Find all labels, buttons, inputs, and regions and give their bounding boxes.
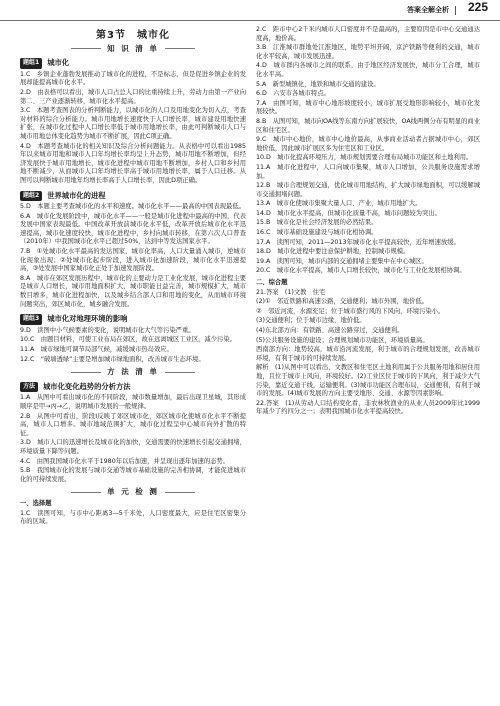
answer-paragraph: (5)公共服务设施的建设；合理规划城市功能区，环境质量高。 [256,336,429,344]
answer-paragraph: (2)① 邻近铁路和高速公路，交通便利；城市外围，地价低。 [256,298,428,306]
method-title: 城市化变化趋势的分析方法 [43,381,131,391]
answer-paragraph: 2.B 从图中可看出，阶段Ⅰ反映了郊区城市化，郊区城市化使城市化水平不断提高，城市人口增多。城市地域范围扩大，城市化过程呈中心城市向外扩散的特征。 [20,412,246,437]
topic2-heading [20,191,246,202]
answer-paragraph: 西南部方向：地势较高，城市沿河流发展，利于城市的合理规划发展，改善城市环境，有利于城市的可持续发展。 [256,346,480,362]
answer-paragraph: 19.A 读图可知，城市内部的交通拥堵主要集中在中心城区。 [256,257,428,265]
answer-paragraph: 15.B 城市化是社会经济发展的必然结果。 [256,219,378,227]
answer-paragraph: 11.A 城市绿地可调节局部气候，减缓城市热岛效应。 [20,346,173,353]
topic1-title: 城市化 [47,58,70,68]
choice-heading: 一、选择题 [20,499,52,507]
topic1-tag: 题组1 [20,58,42,69]
answer-paragraph: 16.C 城市基础设施建设与城市化相协调。 [256,229,378,237]
answer-paragraph: 8.A 城市在郊区发展历程中，城市化的主要动力是工业化发展，城市化进程主要是城市人口增长，城市用地面积扩大，城市职能日益完善，城市规模扩大，城市数目增多，城市化进程加快，以及城乡结合部人口和用地的变化，从而城市环境问题突出，郊区城市化，城乡融合发展。 [20,274,246,308]
answer-paragraph: 3.C 本题考查图表的分析判断能力，以城市化的人口及用地变化为切入点，考查对材料的综合分析能力。城市用地增长速度快于人口增长率，城市建设用地快速扩张，在城市化过程中人口增长率低于城市用地增长率，由此可判断城市人口与城市用地总体变化趋势为城市不断扩展，因此C项正确。 [20,107,246,140]
answer-paragraph: 22.答案 (1)从劳动人口结构变化看，非农林牧渔业的从业人员2009年比1999年减少了约四分之一；表明我国城市化水平提高较快。 [256,399,480,416]
answer-paragraph: 7.B ①处城市化水平最高的发达国家，城市化率高，人口大量涌入城市，逆城市化现象出现；②处城市化起步阶段，进入城市化加速阶段，城市化水平迅速提高，③处发展中国家城市化正处于加速发展阶段。 [20,248,246,273]
answer-paragraph: 4.D 城市群内各城市之间的联系，由于地区经济发展快，城市分工合理，城市化水平高。 [256,62,480,78]
topic2-title: 世界城市化的进程 [47,190,106,200]
answer-paragraph: 21.答案 (1)文教 住宅 [256,288,326,296]
answer-paragraph: 8.B 从图可知，城市向OA线等东南方向扩展较快，OA线两侧分布有明显的商业区和住宅区。 [256,117,480,134]
answer-paragraph: 13.A 城市化使城市集聚大量人口、产业，城市用地扩大。 [256,200,422,208]
answer-paragraph: 2.D 由表格可以看出，城市人口占总人口的比重持续上升，劳动力由第一产业向第二、三产业逐渐转移，城市化水平提高。 [20,88,246,105]
answer-paragraph: 10.D 城市化提高环境压力，城市规划需要合理布局城市功能区和土地利用。 [256,154,473,162]
answer-paragraph: ② 邻近河流，水源充足；位于城市盛行风的下风向，环境污染小。 [256,307,445,315]
topic2-tag: 题组2 [20,191,42,202]
answer-paragraph: 10.C 由题目材料，可使工业布局在郊区，故在远离城区工业区，减少污染。 [20,336,236,344]
answer-paragraph: 9.C 城市中心地价，城市中心地价最高，从事商业活动者占据城市中心，郊区地价低，因此城市扩展区多为住宅区和工业区。 [256,136,480,152]
method-heading: 方 法 清 单 [20,368,246,377]
answer-paragraph: 1.C 乡镇企业蓬勃发展推动了城市化的进程，不是标志，但是促进乡镇企业的发展却能提高城市化水平。 [20,70,246,87]
answer-paragraph: (4)东北部方向：有铁路、高速公路穿过，交通便利。 [256,327,404,334]
answer-paragraph: 6.D 六安市各城市特点。 [256,90,330,98]
comprehensive-heading: 二、综合题 [256,279,288,287]
topic3-heading [20,314,246,325]
answer-paragraph: 3.D 城市人口的迅速增长及城市化的加快，交通需要的快速增长引起交通拥堵，环境质量下降等问题。 [20,439,246,455]
right-column [256,26,480,700]
answer-paragraph: 1.C 读图可知，与市中心距离3—5千米处，人口密度最大，应是住宅区密集分布的区域。 [20,509,246,526]
page-number: 225 [467,0,488,14]
answer-paragraph: 12.C “破墙透绿”主要是增加城市绿地面积，改善城市生态环境。 [20,355,205,363]
topic1-heading [20,58,246,69]
method-topic-heading [20,382,246,393]
answer-paragraph: 11.A 城市化进程中，人口向城市集聚，城市人口增加，公共服务设施需求增加。 [256,163,480,180]
answer-paragraph: 5.B 我国城市化的发展与城市交通等城市基础设施的完善相协调，才能促进城市化的可持续发展。 [20,467,246,483]
answer-paragraph: (3)交通便利；位于城市边缘，地价低。 [256,317,366,325]
answer-paragraph: 3.B 江淮城市群地处江淮地区，地势平坦开阔，京沪铁路等便利的交通，城市化水平较高，城市发展迅速。 [256,44,480,60]
answer-paragraph: 12.B 城市合理规划交通，优化城市用地结构，扩大城市绿地面积，可以缓解城市交通拥堵问题。 [256,182,480,198]
answer-paragraph: 2.C 距市中心2千米内城市人口密度并不是最高的，主要原因是市中心交通通达度高，地价高。 [256,26,480,42]
section-title: 第3节 城市化 [96,30,170,41]
method-tag: 方法 [20,382,38,393]
left-column [20,26,246,700]
answer-paragraph: 6.A 城市化发展阶段中，城市化水平——一般是城市化进程中最高的中国，代表发展中国家表现最低。中国改革开放前城市化水平低，改革开放后城市化水平迅速提高，城市化速度较快，城市化进程中，乡村向城市转移，在第六次人口普查（2010年）中我国城市化水平已超过50%，达到中等发达国家水平。 [20,212,246,246]
answer-paragraph: 4.C 由图我国城市化水平于1980年以后加速，并呈现出逐年加速的态势。 [20,457,230,465]
answer-paragraph: 17.A 读图可知，2011—2013年城市化水平提高较快，近年增速放缓。 [256,238,460,246]
book-title: 答案全解全析 [407,6,456,15]
answer-paragraph: 18.D 城市化进程中要注意保护耕地，控制城市规模。 [256,248,410,256]
knowledge-heading: 知 识 清 单 [20,45,246,54]
answer-paragraph: 4.D 本题考查城市化的相关知识及综合分析问题能力。从表格中可以看出1985年以来城市用地和城市人口年均增长率均呈上升态势，城市用地不断增加，但经济发展快于城市用地增长，城市化进程中城市用地不断增加，乡村人口和乡村用地不断减少，从而城市人口年均增长率高于城市用地增长率，属于人口迁移。从图可以判断城市用地年均增长率高于人口增长率，因此D项正确。 [20,142,246,184]
topic3-tag: 题组3 [20,314,42,325]
page-header [0,0,500,21]
answer-paragraph: 7.A 由图可知，城市中心地形坡度较小，城市扩展受地形影响较小，城市化发展较快。 [256,99,480,116]
answer-paragraph: 解析 (1)从图中可以看出，文教区和住宅区土地利用属于公共服务用地和居住用地，且位于城市上风向，环境较好。(2)工业区位于城市的下风向，利于减少大气污染，靠近交通干线，运输便利。(3)城市功能区合理布局，交通便利，有利于城市的发展。(4)城市发展的方向主要受地形、交通、水源等因素影响。 [256,364,480,398]
answer-paragraph: 5.A 新型城镇化，地铁和城市交通的建设。 [256,80,380,88]
unit-test-heading: 单 元 检 测 [20,488,246,497]
answer-paragraph: 14.D 城市化水平提高，但城市化质量不高，城市问题较为突出。 [256,209,441,217]
answer-paragraph: 5.D 本题主要考查城市化的水平和速度。城市化水平——最高的中国表现最低。 [20,203,245,211]
answer-paragraph: 9.D 读图中小气候要素的变化，说明城市化大气等污染严重。 [20,326,195,334]
answer-paragraph: 20.C 城市化水平提高，城市人口增长较快，城市化与工业化发展相协调。 [256,267,466,275]
topic3-title: 城市化对地理环境的影响 [47,314,128,324]
answer-paragraph: 1.A 从图中可看出城市化的不同阶段，城市数量增加，最后出现卫星城，其形成顺序是甲→丙→乙，说明城市发展的一般规律。 [20,394,246,410]
